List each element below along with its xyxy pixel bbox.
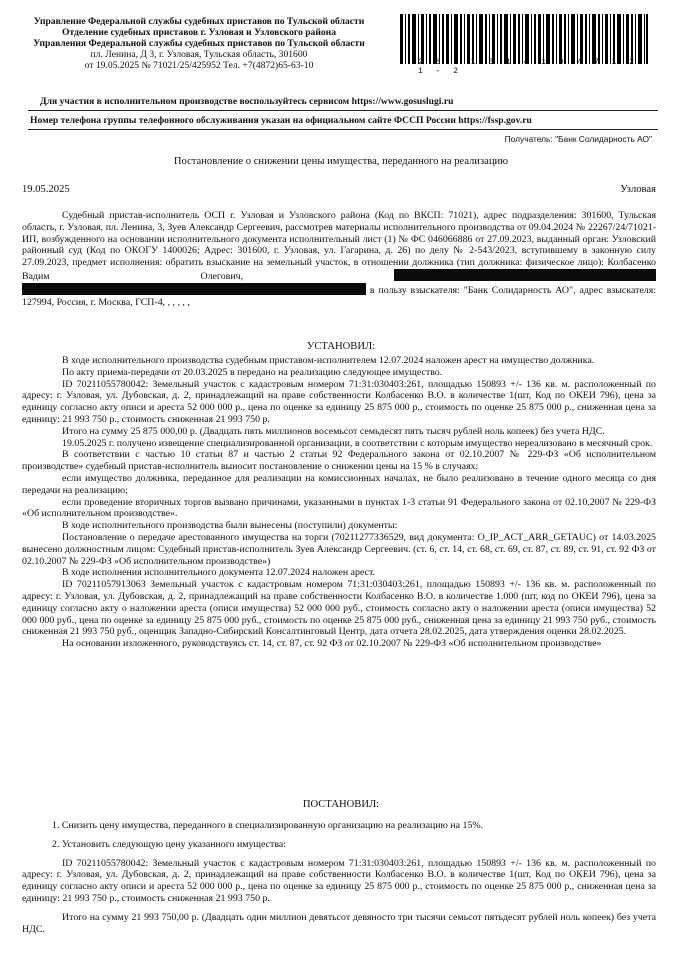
paragraph: ID 70211057913063 Земельный участок с кадастровым номером 71:31:030403:261, площадью 150893 +/- 136 кв. м. расположенный по адресу: г. Узловая, ул. Дубовская, д. 2, принадлежащий на праве собственности Колбасенко В.О. в количестве 1.000 (шт, код по ОКЕИ 796), цена за единицу согласно акту о наложении ареста (описи имущества) 52 000 000 руб., стоимость согласно акту о наложении ареста (описи имущества) 52 000 000 руб., цена по оценке за единицу 25 875 000 руб., стоимость по оценке 25 875 000 руб., сниженная цена за единицу 21 993 750 руб., стоимость сниженная 21 993 750 руб., оценщик Западно-Сибирский Консалтинговый Центр, дата отчета 28.02.2025, дата утверждения оценки 28.02.2025. — [22, 579, 656, 638]
barcode-number: 2 8 1 1 6 1 4 1 0 / 7 1 2 1 - 2 — [418, 58, 639, 76]
document-date: 19.05.2025 — [22, 184, 70, 195]
redaction-bar — [394, 269, 656, 281]
issuer-reference: от 19.05.2025 № 71021/25/425952 Тел. +7(4872)65-63-10 — [84, 60, 314, 71]
paragraph: В ходе исполнительного производства были вынесены (поступили) документы: — [62, 520, 398, 532]
paragraph: По акту приема-передачи от 20.03.2025 в передано на реализацию следующее имущество. — [62, 366, 443, 378]
department-name: Отделение судебных приставов г. Узловая и Узловского района — [62, 27, 336, 38]
recipient-line: Получатель: "Банк Солидарность АО" — [504, 134, 652, 144]
resolution-section — [22, 820, 656, 935]
barcode — [400, 14, 648, 64]
paragraph: если проведение вторичных торгов вызвано причинами, указанными в пунктах 1-3 статьи 91 Федерального закона от 02.10.2007 № 229-ФЗ «Об исполнительном производстве». — [22, 496, 656, 520]
paragraph: 19.05.2025 г. получено извещение специализированной организации, в соответствии с которым имущество нереализовано в месячный срок. — [62, 437, 653, 449]
findings-section — [22, 355, 656, 650]
resolution-item: Итого на сумму 21 993 750,00 р. (Двадцать один миллион девятьсот девяносто три тысячи семьсот пятьдесят рублей ноль копеек) без учета НДС. — [22, 911, 656, 935]
redaction-bar — [22, 283, 366, 295]
paragraph: В ходе исполнительного производства судебным приставом-исполнителем 12.07.2024 наложен арест на имущество должника. — [62, 355, 595, 366]
paragraph: Постановление о передаче арестованного имущества на торги (70211277336529, вид документа: O_IP_ACT_ARR_GETAUC) от 14.03.2025 вынесено должностным лицом: Судебный пристав-исполнитель Зуев Александр Сергеевич. (ст. 6, ст. 14, ст. 68, ст. 69, ст. 87, ст. 89, ст. 91, ст. 92 ФЗ от 02.10.2007 № 229-ФЗ «Об исполнительном производстве») — [22, 531, 656, 567]
paragraph: Итого на сумму 25 875 000,00 р. (Двадцать пять миллионов восемьсот семьдесят пять тысяч рублей ноль копеек) без учета НДС. — [62, 425, 605, 437]
resolution-item: 2. Установить следующую цену указанного имущества: — [52, 838, 287, 850]
document-title: Постановление о снижении цены имущества, переданного на реализацию — [173, 156, 509, 167]
section-heading-postanovil: ПОСТАНОВИЛ: — [302, 799, 380, 810]
divider — [28, 110, 658, 111]
paragraph: В ходе исполнения исполнительного документа 12.07.2024 наложен арест. — [62, 567, 376, 579]
document-city: Узловая — [620, 184, 656, 195]
paragraph: если имущество должника, переданное для реализации на комиссионных началах, не было реализовано в течение одного месяца со дня передачи на реализацию; — [22, 472, 656, 496]
paragraph: ID 70211055780042: Земельный участок с кадастровым номером 71:31:030403:261, площадью 150893 +/- 136 кв. м. расположенный по адресу: г. Узловая, ул. Дубовская, д. 2, принадлежащий на праве собственности Колбасенко В.О. в количестве 1(шт, Код по ОКЕИ 796), цена за единицу согласно акту описи и ареста 52 000 000 р., цена по оценке за единицу 25 875 000 р., стоимость по оценке 25 875 000 р., сниженная цена за единицу: 21 993 750 р., стоимость сниженная 21 993 750 р. — [22, 378, 656, 425]
paragraph: На основании изложенного, руководствуясь ст. 14, ст. 87, ст. 92 ФЗ от 02.10.2007 № 229-ФЗ «Об исполнительном производстве» — [62, 638, 602, 650]
intro-section — [22, 210, 656, 308]
intro-text-continued: в пользу взыскателя: "Банк Солидарность АО", адрес взыскателя: 127994, Россия, г. Москва, ГСП-4, , , , , , — [22, 284, 656, 308]
parent-org-name: Управления Федеральной службы судебных приставов по Тульской области — [33, 38, 365, 49]
paragraph: В соответствии с частью 10 статьи 87 и частью 2 статьи 92 Федерального закона от 02.10.2007 № 229-ФЗ «Об исполнительном производстве» судебный пристав-исполнитель выносит постановление о снижении цены на 15 % в случаях: — [22, 449, 656, 473]
gosuslugi-notice: Для участия в исполнительном производстве воспользуйтесь сервисом https://www.gosuslugi.ru — [40, 96, 454, 107]
issuer-address: пл. Ленина, Д 3, г. Узловая, Тульская область, 301600 — [90, 49, 308, 60]
intro-text: Судебный пристав-исполнитель ОСП г. Узловая и Узловского района (Код по ВКСП: 71021), адрес подразделения: 301600, Тульская область, г. Узловая, пл. Ленина, 3, Зуев Александр Сергеевич, рассмотрев материалы исполнительного производства от 09.04.2024 № 22267/24/71021-ИП, возбужденного на основании исполнительного документа исполнительный лист (1) № ФС 046066886 от 27.09.2023, выданный орган: Узловский районный суд (Код по ОКОГУ 1400026; Адрес: 301600, г. Узловая, ул. Гагарина, д. 26) по делу № 2-543/2023, вступившему в законную силу 27.09.2023, предмет исполнения: обратить взыскание на земельный участок, в отношении должника (тип должника: физическое лицо): Колбасенко Вадим Олегович, — [22, 210, 656, 282]
section-heading-ustanovil: УСТАНОВИЛ: — [306, 341, 376, 352]
resolution-item: 1. Снизить цену имущества, переданного в специализированную организацию на реализацию на 15%. — [52, 820, 484, 831]
resolution-item: ID 70211055780042: Земельный участок с кадастровым номером 71:31:030403:261, площадью 150893 +/- 136 кв. м. расположенный по адресу: г. Узловая, ул. Дубовская, д. 2, принадлежащий на праве собственности Колбасенко В.О. в количестве 1(шт, Код по ОКЕИ 796), цена за единицу согласно акту описи и ареста 52 000 000 р., цена по оценке за единицу 25 875 000 р., стоимость по оценке 25 875 000 р., сниженная цена за единицу: 21 993 750 р., стоимость сниженная 21 993 750 р. — [22, 857, 656, 904]
org-name: Управление Федеральной службы судебных приставов по Тульской области — [33, 16, 365, 27]
issuer-header — [22, 16, 376, 71]
divider — [28, 129, 658, 130]
phone-notice: Номер телефона группы телефонного обслуживания указан на официальном сайте ФССП России https://fssp.gov.ru — [30, 115, 532, 126]
